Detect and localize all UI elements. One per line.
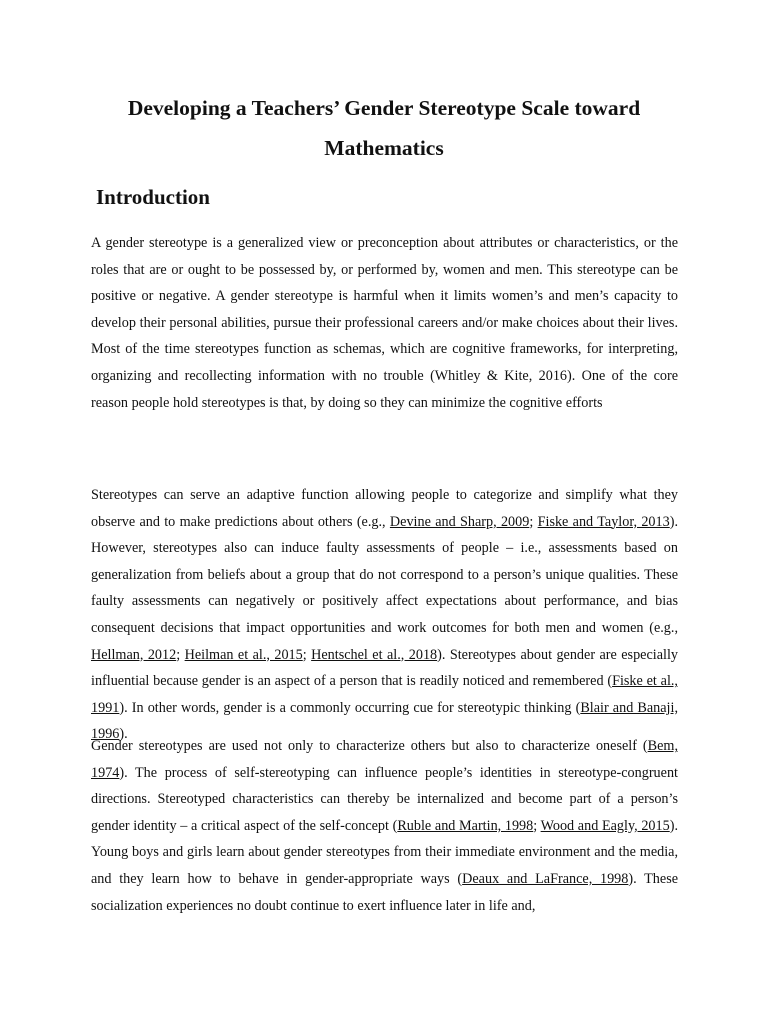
- document-title: [60, 88, 708, 168]
- paragraph-text: ).: [119, 726, 128, 743]
- paragraph-text: ). In other words, gender is a commonly occurring cue for stereotypic thinking (: [119, 699, 581, 716]
- paragraph-text: ). The process of self-stereotyping can influence people’s identities in stereotype-congruent directions. Stereotyped characteristics can thereby be internalized and become part of a person’s gender identity – a critical aspect of the self-concept (: [91, 764, 678, 834]
- paragraph-3: [91, 733, 678, 919]
- citation-link[interactable]: Fiske et al., 1991: [91, 673, 678, 716]
- citation-link[interactable]: Devine and Sharp, 2009: [389, 513, 530, 530]
- paragraph-1-text: A gender stereotype is a generalized view or preconception about attributes or characteristics, or the roles that are or ought to be possessed by, or performed by, women and men. This stereotype can be positive or negative. A gender stereotype is harmful when it limits women’s and men’s capacity to develop their personal abilities, pursue their professional careers and/or make choices about their lives. Most of the time stereotypes function as schemas, which are cognitive frameworks, for interpreting, organizing and recollecting information with no trouble (Whitley & Kite, 2016). One of the core reason people hold stereotypes is that, by doing so they can minimize the cognitive efforts: [91, 235, 678, 411]
- paragraph-text: Gender stereotypes are used not only to characterize others but also to characterize oneself (: [91, 738, 648, 754]
- title-line-2: Mathematics: [324, 136, 444, 160]
- paragraph-text: ). Young boys and girls learn about gender stereotypes from their immediate environment and the media, and they learn how to behave in gender-appropriate ways (: [91, 817, 678, 887]
- paragraph-1: [91, 230, 678, 416]
- citation-link[interactable]: Fiske and Taylor, 2013: [537, 513, 670, 530]
- citation-link[interactable]: Heilman et al., 2015: [184, 646, 303, 663]
- citation-link[interactable]: Deaux and LaFrance, 1998: [462, 870, 629, 887]
- citation-link[interactable]: Wood and Eagly, 2015: [540, 817, 670, 834]
- title-line-1: Developing a Teachers’ Gender Stereotype Scale toward: [127, 96, 641, 120]
- citation-link[interactable]: Blair and Banaji, 1996: [91, 699, 678, 743]
- paragraph-text: ;: [533, 817, 541, 834]
- paragraph-text: ;: [176, 646, 185, 663]
- section-heading: Introduction: [96, 185, 210, 209]
- paragraph-text: Stereotypes can serve an adaptive function allowing people to categorize and simplify what they observe and to make predictions about others (e.g.,: [91, 487, 678, 530]
- paragraph-text: ). However, stereotypes also can induce faulty assessments of people – i.e., assessments based on generalization from beliefs about a group that do not correspond to a person’s unique qualities. These faulty assessments can negatively or positively affect expectations about performance, and bias consequent decisions that impact opportunities and work outcomes for both men and women (e.g.,: [91, 513, 678, 636]
- paragraph-2: [91, 482, 678, 748]
- paragraph-text: ;: [529, 513, 538, 530]
- paragraph-text: ). Stereotypes about gender are especially influential because gender is an aspect of a person that is readily noticed and remembered (: [91, 646, 678, 690]
- citation-link[interactable]: Bem, 1974: [91, 738, 678, 781]
- paragraph-text: ). These socialization experiences no doubt continue to exert influence later in life and,: [91, 870, 679, 914]
- citation-link[interactable]: Ruble and Martin, 1998: [397, 817, 534, 834]
- paragraph-text: ;: [302, 646, 312, 663]
- citation-link[interactable]: Hentschel et al., 2018: [311, 646, 438, 663]
- citation-link[interactable]: Hellman, 2012: [91, 646, 177, 663]
